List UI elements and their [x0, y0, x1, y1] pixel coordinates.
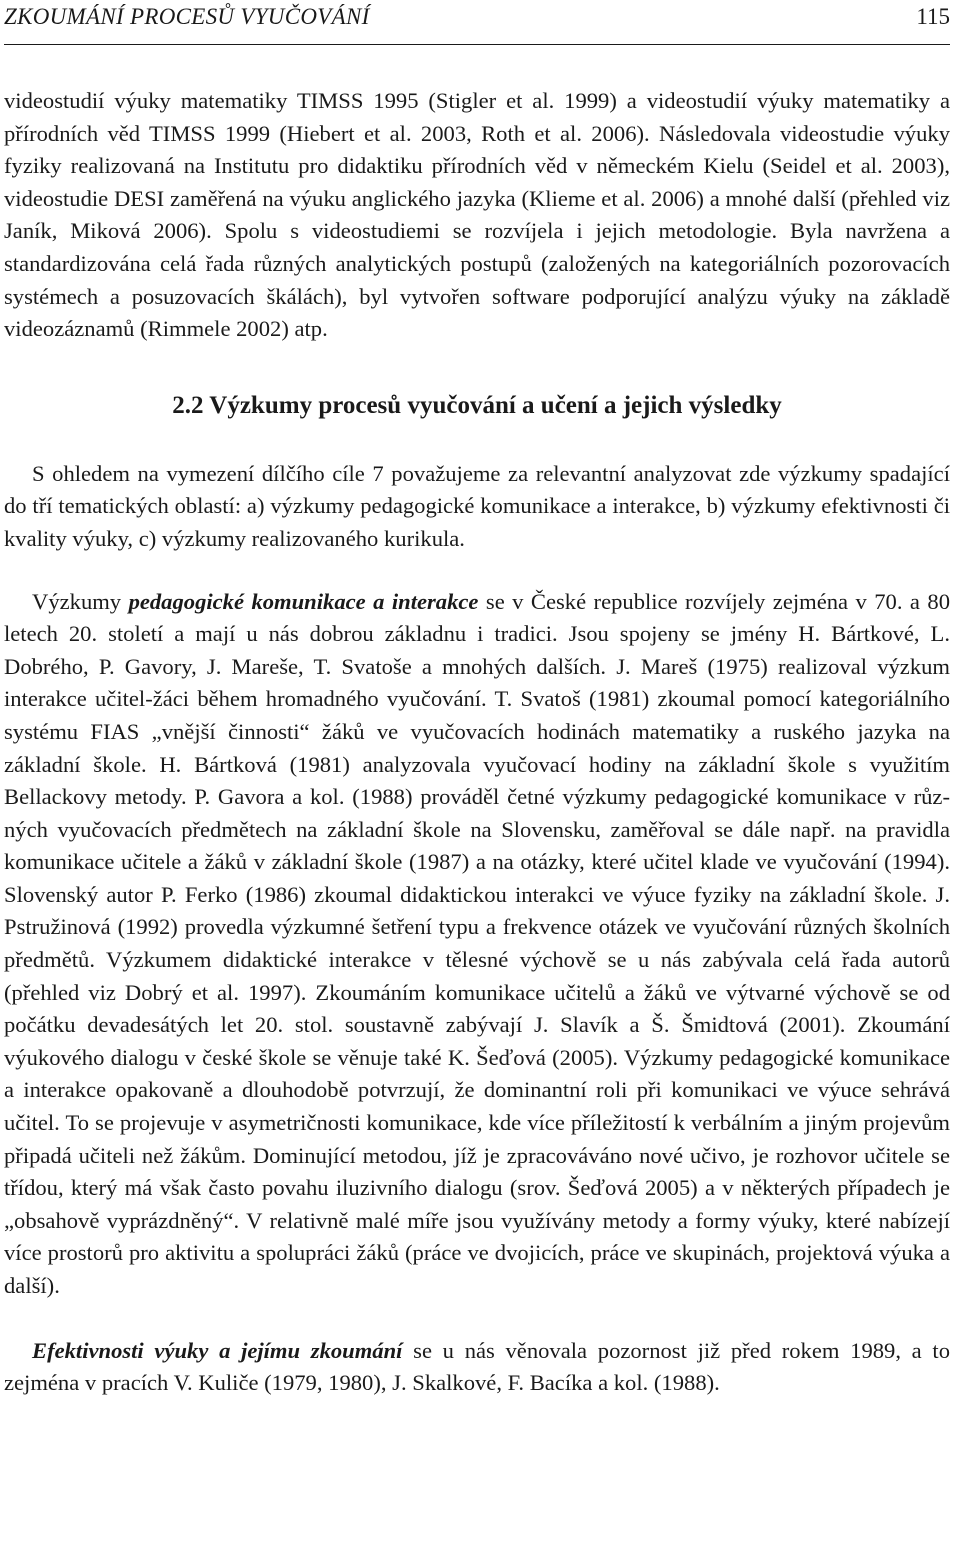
section-heading: 2.2 Výzkumy procesů vyučování a učení a jejich výsledky: [172, 391, 782, 419]
emphasis-term: pedagogické komunikace a interakce: [128, 588, 479, 614]
paragraph-lead-text: Výzkumy: [32, 588, 129, 614]
running-title: ZKOUMÁNÍ PROCESŮ VYUČOVÁNÍ: [4, 4, 370, 29]
paragraph-communication-interaction: [4, 586, 950, 1303]
paragraph-videostudies: videostudií výuky matematiky TIMSS 1995 (Stigler et al. 1999) a videostudií výuky matematiky a přírodních věd TIMSS 1999 (Hiebert et al. 2003, Roth et al. 2006). Následovala videostudie výuky fyziky realizovaná na Institutu pro didaktiku přírodních věd v německém Kielu (Seidel et al. 2003), videostudie DESI zaměřená na výuku anglického jazyka (Klieme et al. 2006) a mnohé další (přehled viz Janík, Miková 2006). Spolu s videostudiemi se rozvíjela i jejich metodologie. Byla navržena a standardizována celá řada různých analytických postupů (založených na kategoriálních pozorovacích systémech a posuzovacích škálách), byl vytvořen software podporující analýzu výuky na základě videozáznamů (Rimmele 2002) atp.: [4, 88, 950, 342]
paragraph-efficiency: [4, 1335, 950, 1400]
page-number: 115: [916, 4, 950, 29]
paragraph-body-text: se v České republice rozvíjely zejména v 70. a 80 letech 20. století a mají u nás dobrou základnu i tradici. Jsou spojeny se jmény H. Bártkové, L. Dobrého, P. Gavory, J. Mareše, T. Svatoše a mnohých dalších. J. Mareš (1975) realizoval výzkum interakce učitel-žáci během hromadného vyučování. T. Svatoš (1981) zkoumal pomocí kategoriálního systému FIAS „vnější činnosti“ žáků ve vyučovacích hodinách matematiky a ruského jazyka na základní škole. H. Bártková (1981) analyzovala vyučovací hodiny na základní škole s využitím Bellackovy metody. P. Gavora a kol. (1988) prováděl četné výzkumy pedagogické komunikace v různých vyučovacích předmětech na základní škole na Slovensku, zaměřoval se dále např. na pravidla komunikace učitele a žáků v základní škole (1987) a na otázky, které učitel klade ve vyučování (1994). Slovenský autor P. Ferko (1986) zkoumal didaktickou interakci ve výuce fyziky na základní škole. J. Pstružinová (1992) provedla výzkumné šetření typu a frekvence otázek ve vyučování různých školních předmětů. Výzkumem didaktické interakce v tělesné výchově se u nás zabývala celá řada autorů (přehled viz Dobrý et al. 1997). Zkoumáním komunikace učitelů a žáků ve výtvarné výchově se od počátku devadesátých let 20. stol. soustavně zabývají J. Slavík a Š. Šmidtová (2001). Zkoumání výukového dialogu v české škole se věnuje také K. Šeďová (2005). Výzkumy pedagogické komunikace a interakce opakovaně a dlouhodobě potvrzují, že dominantní roli při komunikaci ve výuce sehrává učitel. To se projevuje v asymetričnosti komunikace, kde více příležitostí k verbálním a jiným projevům připadá učiteli než žákům. Dominující metodou, jíž je zpracováváno nové učivo, je rozhovor učitele se třídou, který má však často povahu iluzivního dialogu (srov. Šeďová 2005) a v některých případech je „obsahově vyprázdněný“. V relativně malé míře jsou využívány metody a formy výuky, které nabízejí více prostorů pro aktivitu a spolupráci žáků (práce ve dvojicích, práce ve skupinách, projektová výuka a další).: [4, 588, 950, 1298]
running-header: [4, 0, 950, 45]
emphasis-term: Efektivnosti výuky a jejímu zkoumání: [32, 1337, 403, 1363]
paragraph-research-areas: S ohledem na vymezení dílčího cíle 7 považujeme za relevantní analyzovat zde výzkumy spadající do tří tematických oblastí: a) výzkumy pedagogické komunikace a interakce, b) výzkumy efektivnosti či kvality výuky, c) výzkumy realizovaného kurikula.: [4, 460, 950, 551]
paragraph-body-text: se u nás věnovala pozornost již před rokem 1989, a to zejména v pracích V. Kuliče (1979, 1980), J. Skalkové, F. Bacíka a kol. (1988).: [4, 1337, 950, 1396]
